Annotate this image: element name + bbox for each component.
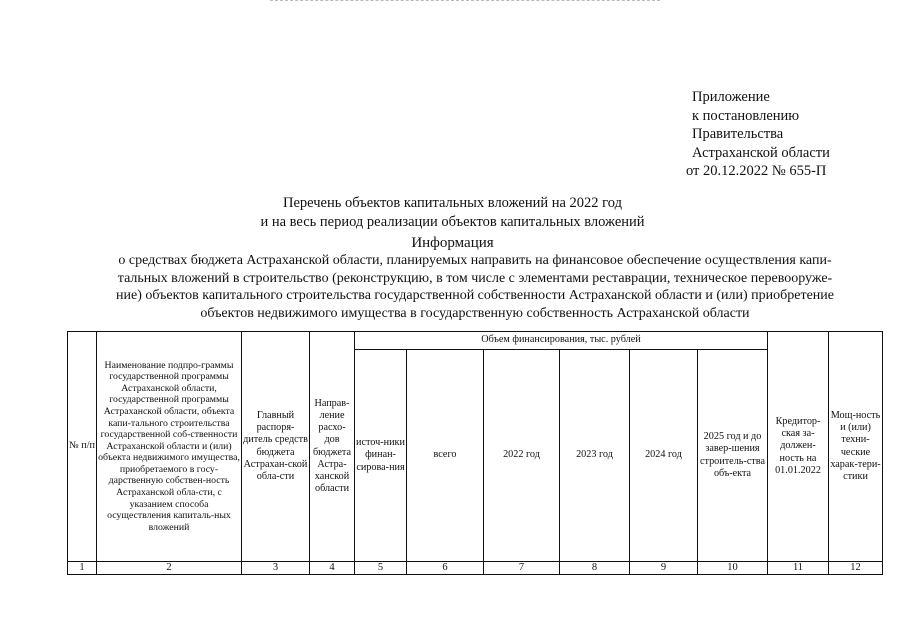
- document-title: [0, 194, 905, 232]
- column-number: 12: [829, 562, 883, 575]
- header-source: источ-ники финан-сирова-ния: [355, 350, 407, 562]
- capital-investments-table: [67, 331, 883, 575]
- appendix-line-2: к постановлению: [692, 107, 800, 124]
- info-line-4: объектов недвижимого имущества в государственную собственность Астраханской области: [200, 305, 750, 321]
- header-2024: 2024 год: [630, 350, 698, 562]
- column-number: 1: [68, 562, 97, 575]
- info-heading: Информация: [411, 235, 494, 251]
- column-number: 4: [310, 562, 355, 575]
- top-edge-marks: [270, 0, 660, 4]
- column-numbers-row: [68, 562, 883, 575]
- appendix-line-3: Правительства: [692, 126, 784, 142]
- appendix-block: [686, 88, 830, 181]
- column-number: 11: [768, 562, 829, 575]
- document-title-line-1: Перечень объектов капитальных вложений на 2022 год: [283, 195, 622, 211]
- column-number: 2: [97, 562, 242, 575]
- column-number: 8: [560, 562, 630, 575]
- info-description: [62, 252, 888, 322]
- appendix-line-1: Приложение: [692, 89, 770, 105]
- header-financing-group: Объем финансирования, тыс. рублей: [355, 332, 768, 350]
- info-line-2: тальных вложений в строительство (реконструкцию, в том числе с элементами реставрации, техническое перевооруже-: [117, 270, 833, 286]
- header-direction: Направ-ление расхо-дов бюджета Астра-ханской области: [310, 332, 355, 562]
- header-debt: Кредитор-ская за-должен-ность на 01.01.2022: [768, 332, 829, 562]
- header-2025: 2025 год и до завер-шения строитель-ства объ-екта: [698, 350, 768, 562]
- header-name: Наименование подпро-граммы государственной программы Астраханской области, государственной программы Астраханской области, объекта капи-тального строительства государственной соб-ственности Астраханской области и (или) объекта недвижимого имущества, приобретаемого в госу-дарственную собствен-ность Астраханской обла-сти, с указанием способа осуществления капиталь-ных вложений: [97, 332, 242, 562]
- column-number: 10: [698, 562, 768, 575]
- column-number: 5: [355, 562, 407, 575]
- header-capacity: Мощ-ность и (или) техни-ческие харак-тери-стики: [829, 332, 883, 562]
- appendix-date-number: от 20.12.2022 № 655-П: [686, 163, 827, 179]
- info-line-1: о средствах бюджета Астраханской области, планируемых направить на финансовое обеспечение осуществления капи-: [118, 253, 832, 268]
- header-2023: 2023 год: [560, 350, 630, 562]
- document-title-line-2: и на весь период реализации объектов капитальных вложений: [260, 214, 645, 230]
- column-number: 3: [242, 562, 310, 575]
- column-number: 7: [484, 562, 560, 575]
- column-number: 6: [407, 562, 484, 575]
- column-number: 9: [630, 562, 698, 575]
- header-num: № п/п: [68, 332, 97, 562]
- header-manager: Главный распоря-дитель средств бюджета Астрахан-ской обла-сти: [242, 332, 310, 562]
- header-total: всего: [407, 350, 484, 562]
- appendix-line-4: Астраханской области: [692, 144, 830, 161]
- info-line-3: ние) объектов капитального строительства государственной собственности Астраханской области и (или) приобретение: [116, 288, 834, 304]
- header-2022: 2022 год: [484, 350, 560, 562]
- table-header-row-1: [68, 332, 883, 350]
